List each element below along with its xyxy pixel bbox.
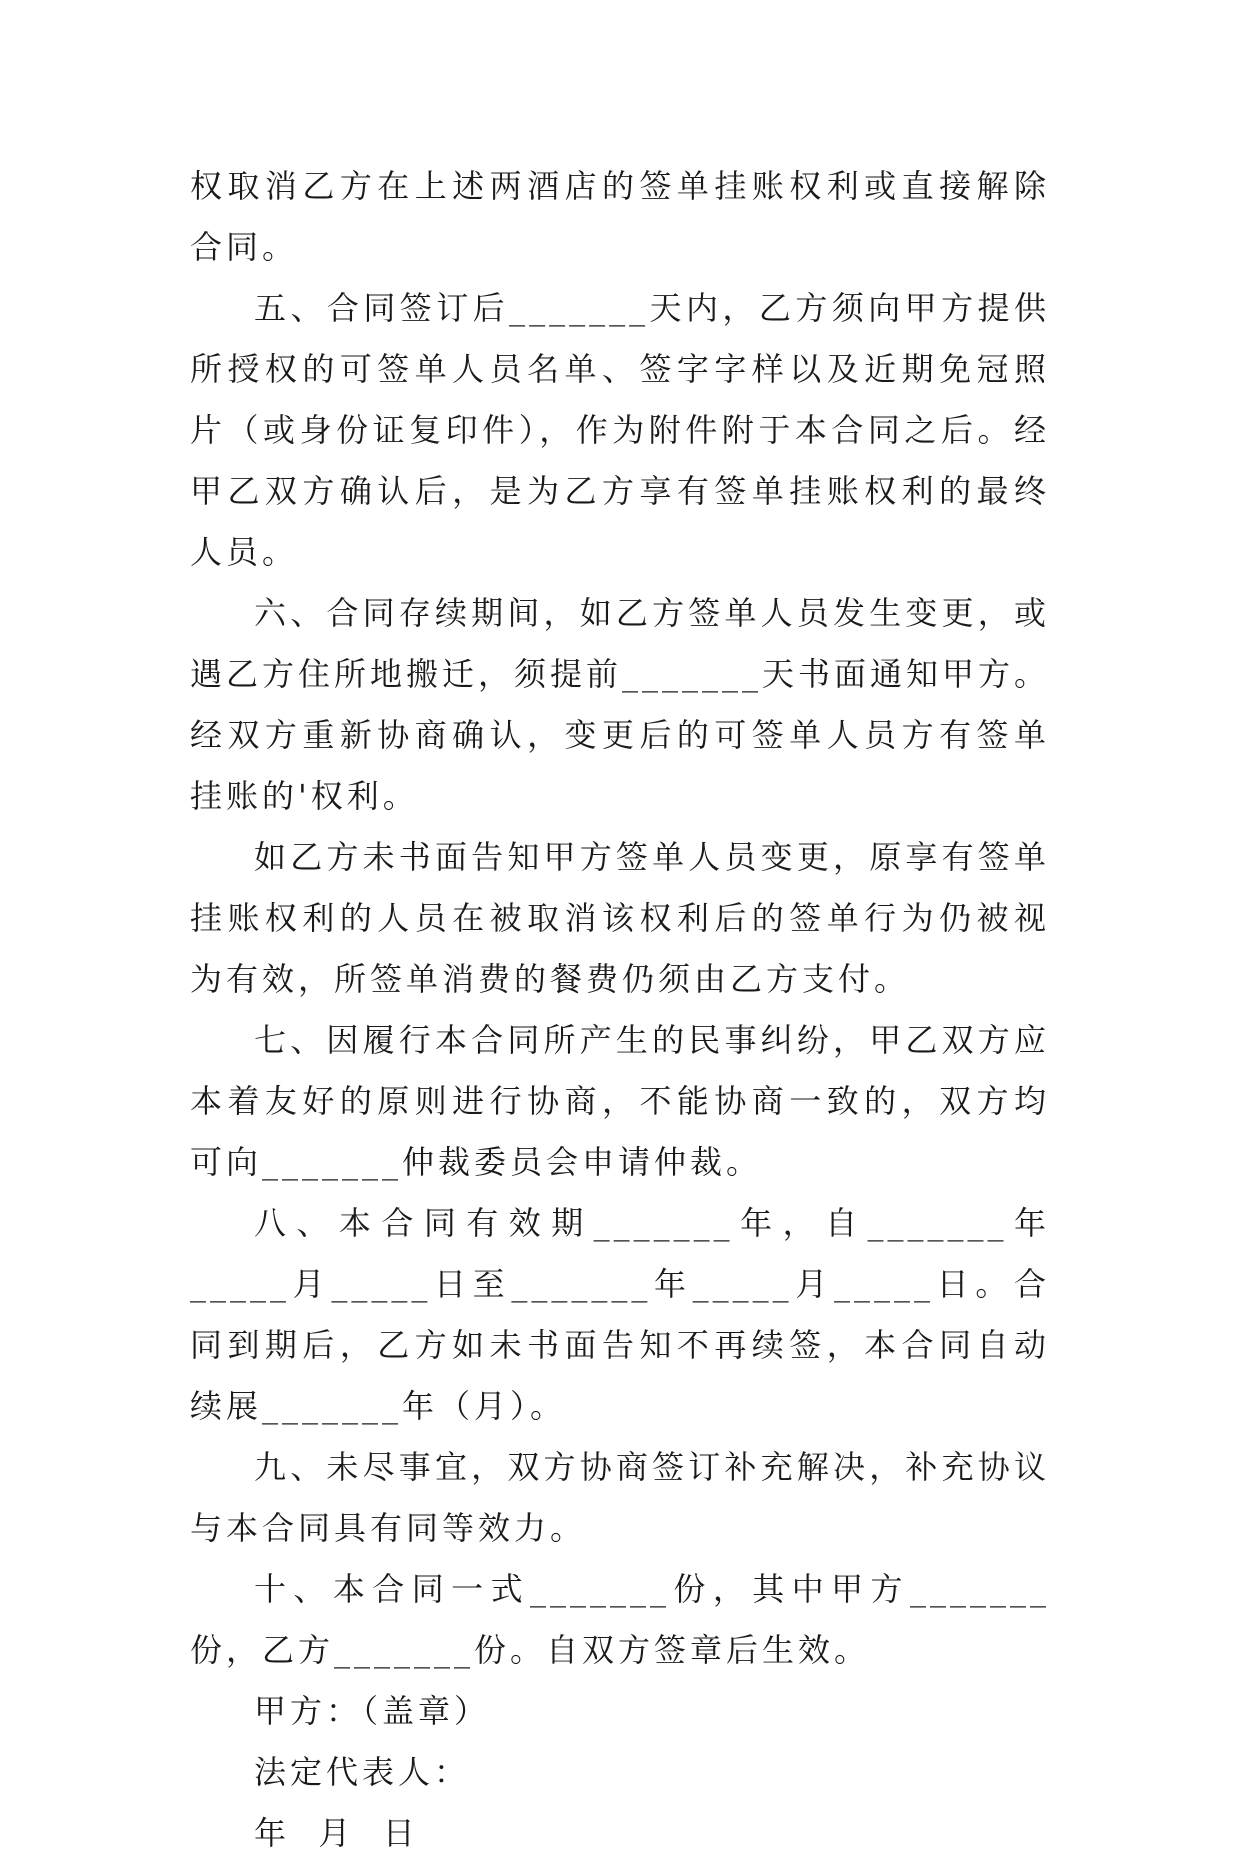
clause-6-supplement: 如乙方未书面告知甲方签单人员变更，原享有签单挂账权利的人员在被取消该权利后的签单行为仍被视为有效，所签单消费的餐费仍须由乙方支付。 xyxy=(190,838,1050,998)
clause-5: 五、合同签订后_______天内，乙方须向甲方提供所授权的可签单人员名单、签字字样以及近期免冠照片（或身份证复印件），作为附件附于本合同之后。经甲乙双方确认后，是为乙方享有签单挂账权利的最终人员。 xyxy=(190,289,1050,571)
signature-block xyxy=(190,1681,1050,1864)
party-a-seal-label: 甲方：（盖章） xyxy=(254,1692,491,1730)
clause-6: 六、合同存续期间，如乙方签单人员发生变更，或遇乙方住所地搬迁，须提前_______天书面通知甲方。经双方重新协商确认，变更后的可签单人员方有签单挂账的'权利。 xyxy=(190,594,1051,815)
legal-representative-label: 法定代表人： xyxy=(254,1753,471,1791)
clause-8: 八、本合同有效期_______年，自_______年_____月_____日至_______年_____月_____日。合同到期后，乙方如未书面告知不再续签，本合同自动续展_______年（月）。 xyxy=(190,1204,1050,1425)
paragraph-continuation: 权取消乙方在上述两酒店的签单挂账权利或直接解除合同。 xyxy=(190,167,1050,266)
signature-date-label: 年 月 日 xyxy=(254,1814,419,1852)
contract-page xyxy=(190,156,1050,1864)
clause-7: 七、因履行本合同所产生的民事纠纷，甲乙双方应本着友好的原则进行协商，不能协商一致的，双方均可向_______仲裁委员会申请仲裁。 xyxy=(190,1021,1050,1181)
clause-10: 十、本合同一式_______份，其中甲方_______份，乙方_______份。自双方签章后生效。 xyxy=(190,1570,1050,1669)
clause-9: 九、未尽事宜，双方协商签订补充解决，补充协议与本合同具有同等效力。 xyxy=(190,1448,1050,1547)
